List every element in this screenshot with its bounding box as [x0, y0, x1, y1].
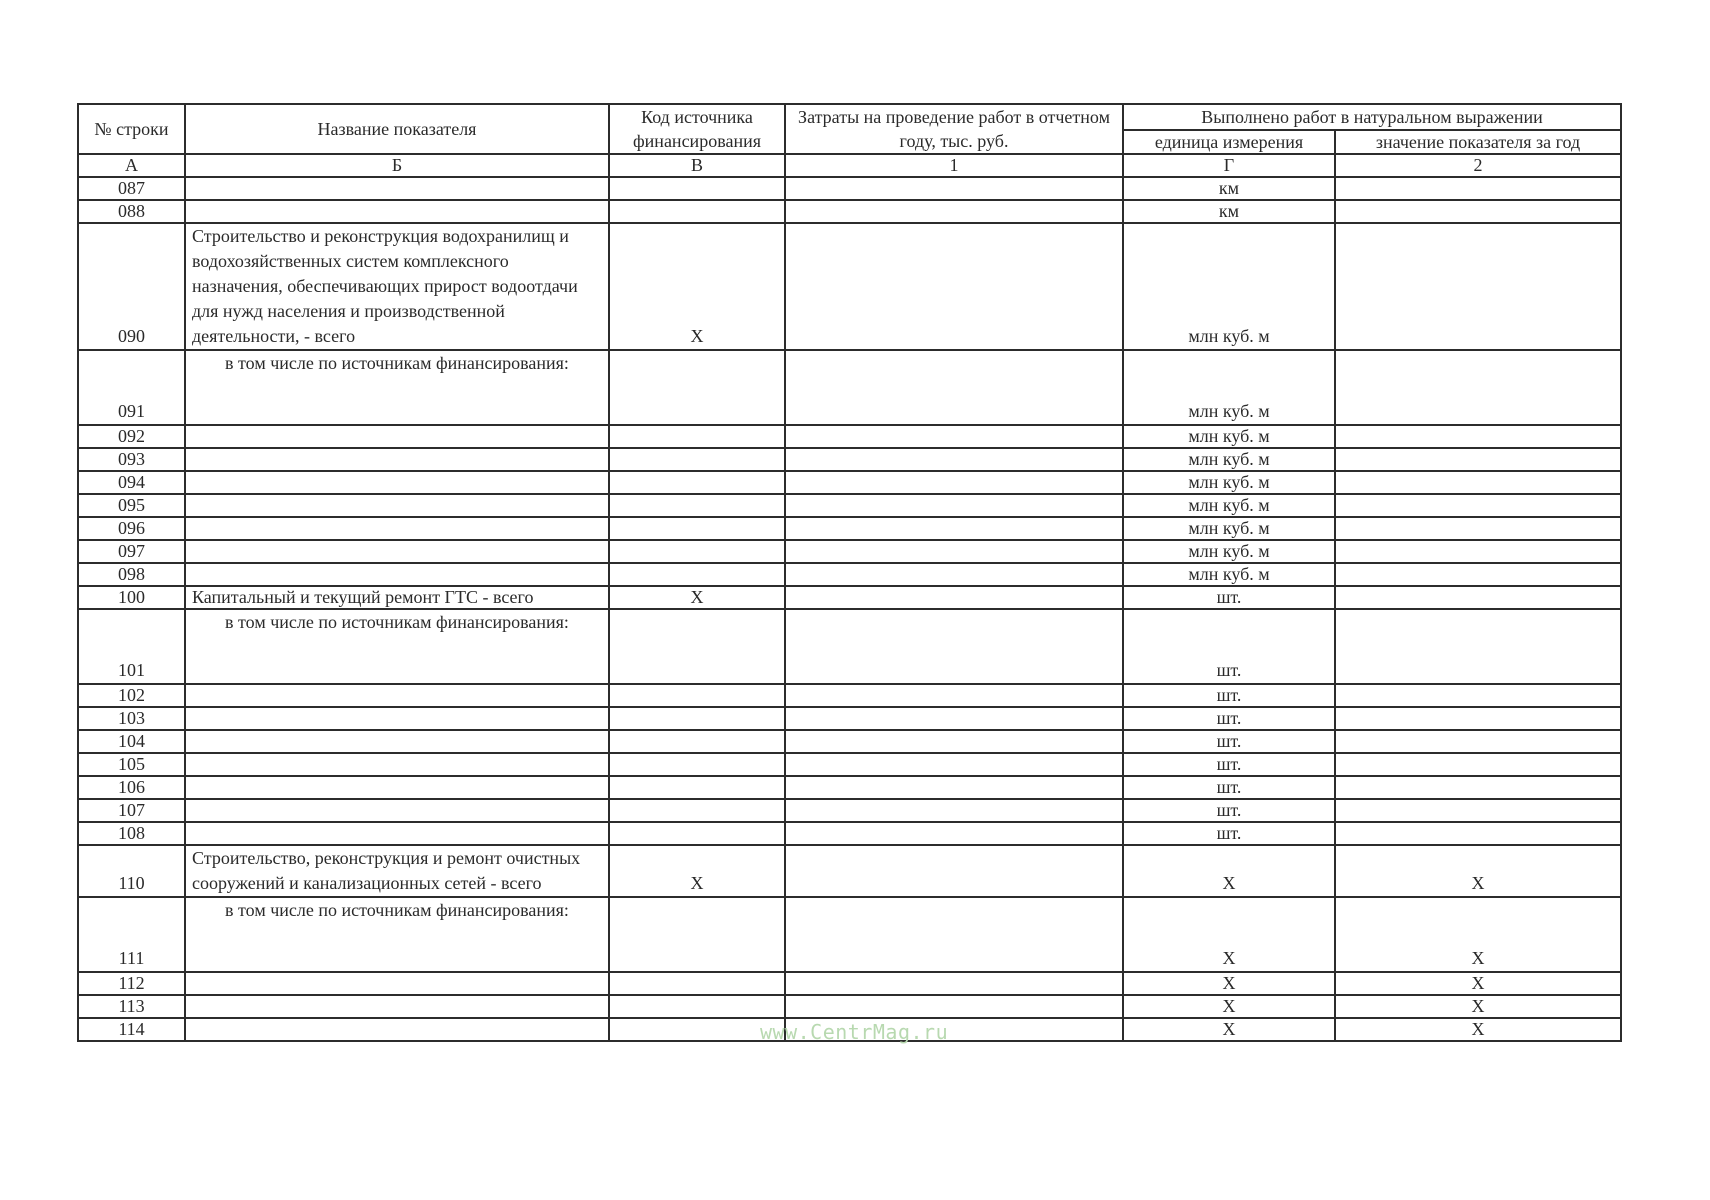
row-number: 090 [78, 223, 185, 350]
indicator-name [185, 1018, 609, 1041]
indicator-name [185, 707, 609, 730]
row-number: 097 [78, 540, 185, 563]
row-number: 114 [78, 1018, 185, 1041]
table-body [78, 177, 1621, 1041]
annual-value-cell [1335, 753, 1621, 776]
row-number: 107 [78, 799, 185, 822]
row-number: 106 [78, 776, 185, 799]
row-number: 104 [78, 730, 185, 753]
source-code: Х [609, 586, 785, 609]
indicator-name [185, 471, 609, 494]
table-row [78, 707, 1621, 730]
indicator-name [185, 540, 609, 563]
cost-cell [785, 540, 1123, 563]
unit-cell: шт. [1123, 707, 1335, 730]
annual-value-cell [1335, 540, 1621, 563]
unit-cell: шт. [1123, 776, 1335, 799]
cost-cell [785, 471, 1123, 494]
row-number: 091 [78, 350, 185, 425]
annual-value-cell [1335, 494, 1621, 517]
cost-cell [785, 517, 1123, 540]
header-source-code: Код источника финансирования [609, 104, 785, 154]
annual-value-cell [1335, 776, 1621, 799]
annual-value-cell: Х [1335, 1018, 1621, 1041]
indicator-name [185, 776, 609, 799]
source-code [609, 448, 785, 471]
unit-cell: млн куб. м [1123, 350, 1335, 425]
unit-cell: шт. [1123, 609, 1335, 684]
cost-cell [785, 707, 1123, 730]
annual-value-cell [1335, 684, 1621, 707]
unit-cell: млн куб. м [1123, 494, 1335, 517]
watermark: www.CentrMag.ru [760, 1020, 949, 1044]
cost-cell [785, 776, 1123, 799]
indicator-name: в том числе по источникам финансирования: [185, 350, 609, 425]
table-row [78, 822, 1621, 845]
annual-value-cell [1335, 707, 1621, 730]
annual-value-cell [1335, 609, 1621, 684]
unit-cell: шт. [1123, 822, 1335, 845]
indicator-name [185, 730, 609, 753]
annual-value-cell: Х [1335, 972, 1621, 995]
table-row [78, 563, 1621, 586]
column-letters-row [78, 154, 1621, 177]
unit-cell: млн куб. м [1123, 448, 1335, 471]
indicator-name: в том числе по источникам финансирования: [185, 609, 609, 684]
table-row [78, 586, 1621, 609]
cost-cell [785, 897, 1123, 972]
indicator-name [185, 753, 609, 776]
header-indicator-name: Название показателя [185, 104, 609, 154]
source-code: Х [609, 845, 785, 897]
cost-cell [785, 448, 1123, 471]
header-unit: единица измерения [1123, 130, 1335, 154]
cost-cell [785, 425, 1123, 448]
unit-cell: Х [1123, 1018, 1335, 1041]
annual-value-cell [1335, 563, 1621, 586]
letter-g: Г [1123, 154, 1335, 177]
indicator-name [185, 200, 609, 223]
table-row [78, 897, 1621, 972]
indicator-name [185, 517, 609, 540]
row-number: 098 [78, 563, 185, 586]
source-code [609, 350, 785, 425]
source-code [609, 609, 785, 684]
indicator-name: Строительство и реконструкция водохранилищ и водохозяйственных систем комплексного назначения, обеспечивающих прирост водоотдачи для нужд населения и производственной деятельности, - всего [185, 223, 609, 350]
source-code [609, 563, 785, 586]
table-row [78, 200, 1621, 223]
cost-cell [785, 799, 1123, 822]
header-row-number: № строки [78, 104, 185, 154]
annual-value-cell [1335, 425, 1621, 448]
annual-value-cell [1335, 517, 1621, 540]
annual-value-cell [1335, 471, 1621, 494]
unit-cell: шт. [1123, 730, 1335, 753]
unit-cell: млн куб. м [1123, 471, 1335, 494]
indicator-name [185, 177, 609, 200]
cost-cell [785, 753, 1123, 776]
unit-cell: Х [1123, 845, 1335, 897]
letter-a: А [78, 154, 185, 177]
form-table [77, 103, 1622, 1042]
unit-cell: Х [1123, 995, 1335, 1018]
annual-value-cell [1335, 200, 1621, 223]
indicator-name: Строительство, реконструкция и ремонт очистных сооружений и канализационных сетей - всего [185, 845, 609, 897]
unit-cell: млн куб. м [1123, 540, 1335, 563]
row-number: 110 [78, 845, 185, 897]
cost-cell [785, 845, 1123, 897]
indicator-name [185, 494, 609, 517]
source-code [609, 972, 785, 995]
header-costs: Затраты на проведение работ в отчетном году, тыс. руб. [785, 104, 1123, 154]
cost-cell [785, 494, 1123, 517]
row-number: 087 [78, 177, 185, 200]
cost-cell [785, 972, 1123, 995]
source-code: Х [609, 223, 785, 350]
annual-value-cell: Х [1335, 995, 1621, 1018]
row-number: 102 [78, 684, 185, 707]
indicator-name [185, 972, 609, 995]
indicator-name [185, 799, 609, 822]
source-code [609, 517, 785, 540]
cost-cell [785, 995, 1123, 1018]
unit-cell: Х [1123, 972, 1335, 995]
source-code [609, 995, 785, 1018]
source-code [609, 471, 785, 494]
table-row [78, 223, 1621, 350]
row-number: 112 [78, 972, 185, 995]
header-row [78, 104, 1621, 130]
source-code [609, 730, 785, 753]
cost-cell [785, 730, 1123, 753]
table-row [78, 350, 1621, 425]
table-row [78, 995, 1621, 1018]
table-row [78, 845, 1621, 897]
annual-value-cell: Х [1335, 845, 1621, 897]
unit-cell: млн куб. м [1123, 425, 1335, 448]
indicator-name [185, 425, 609, 448]
row-number: 088 [78, 200, 185, 223]
row-number: 092 [78, 425, 185, 448]
source-code [609, 177, 785, 200]
annual-value-cell [1335, 586, 1621, 609]
letter-2: 2 [1335, 154, 1621, 177]
indicator-name: в том числе по источникам финансирования: [185, 897, 609, 972]
unit-cell: км [1123, 177, 1335, 200]
source-code [609, 200, 785, 223]
source-code [609, 540, 785, 563]
cost-cell [785, 200, 1123, 223]
table-row [78, 776, 1621, 799]
unit-cell: млн куб. м [1123, 223, 1335, 350]
table-row [78, 753, 1621, 776]
letter-v: В [609, 154, 785, 177]
annual-value-cell: Х [1335, 897, 1621, 972]
table-row [78, 684, 1621, 707]
table-row [78, 425, 1621, 448]
source-code [609, 1018, 785, 1041]
table-row [78, 730, 1621, 753]
letter-b: Б [185, 154, 609, 177]
row-number: 094 [78, 471, 185, 494]
source-code [609, 776, 785, 799]
unit-cell: млн куб. м [1123, 563, 1335, 586]
cost-cell [785, 223, 1123, 350]
row-number: 113 [78, 995, 185, 1018]
annual-value-cell [1335, 223, 1621, 350]
unit-cell: шт. [1123, 684, 1335, 707]
cost-cell [785, 586, 1123, 609]
table-row [78, 494, 1621, 517]
row-number: 103 [78, 707, 185, 730]
unit-cell: км [1123, 200, 1335, 223]
indicator-name [185, 563, 609, 586]
table-row [78, 177, 1621, 200]
table-row [78, 609, 1621, 684]
annual-value-cell [1335, 350, 1621, 425]
annual-value-cell [1335, 177, 1621, 200]
annual-value-cell [1335, 448, 1621, 471]
table-row [78, 799, 1621, 822]
indicator-name [185, 684, 609, 707]
table-row [78, 972, 1621, 995]
row-number: 093 [78, 448, 185, 471]
header-natural-group: Выполнено работ в натуральном выражении [1123, 104, 1621, 130]
source-code [609, 897, 785, 972]
table-row [78, 540, 1621, 563]
source-code [609, 494, 785, 517]
cost-cell [785, 822, 1123, 845]
source-code [609, 799, 785, 822]
header-annual-value: значение показателя за год [1335, 130, 1621, 154]
unit-cell: шт. [1123, 799, 1335, 822]
row-number: 105 [78, 753, 185, 776]
table-row [78, 448, 1621, 471]
table-row [78, 471, 1621, 494]
cost-cell [785, 563, 1123, 586]
annual-value-cell [1335, 799, 1621, 822]
unit-cell: млн куб. м [1123, 517, 1335, 540]
row-number: 096 [78, 517, 185, 540]
source-code [609, 684, 785, 707]
source-code [609, 707, 785, 730]
indicator-name [185, 822, 609, 845]
table-row [78, 517, 1621, 540]
cost-cell [785, 684, 1123, 707]
unit-cell: шт. [1123, 586, 1335, 609]
source-code [609, 425, 785, 448]
source-code [609, 753, 785, 776]
source-code [609, 822, 785, 845]
annual-value-cell [1335, 730, 1621, 753]
cost-cell [785, 350, 1123, 425]
row-number: 101 [78, 609, 185, 684]
cost-cell [785, 177, 1123, 200]
row-number: 095 [78, 494, 185, 517]
indicator-name [185, 995, 609, 1018]
indicator-name [185, 448, 609, 471]
row-number: 111 [78, 897, 185, 972]
cost-cell [785, 609, 1123, 684]
annual-value-cell [1335, 822, 1621, 845]
row-number: 100 [78, 586, 185, 609]
indicator-name: Капитальный и текущий ремонт ГТС - всего [185, 586, 609, 609]
row-number: 108 [78, 822, 185, 845]
unit-cell: Х [1123, 897, 1335, 972]
letter-1: 1 [785, 154, 1123, 177]
unit-cell: шт. [1123, 753, 1335, 776]
